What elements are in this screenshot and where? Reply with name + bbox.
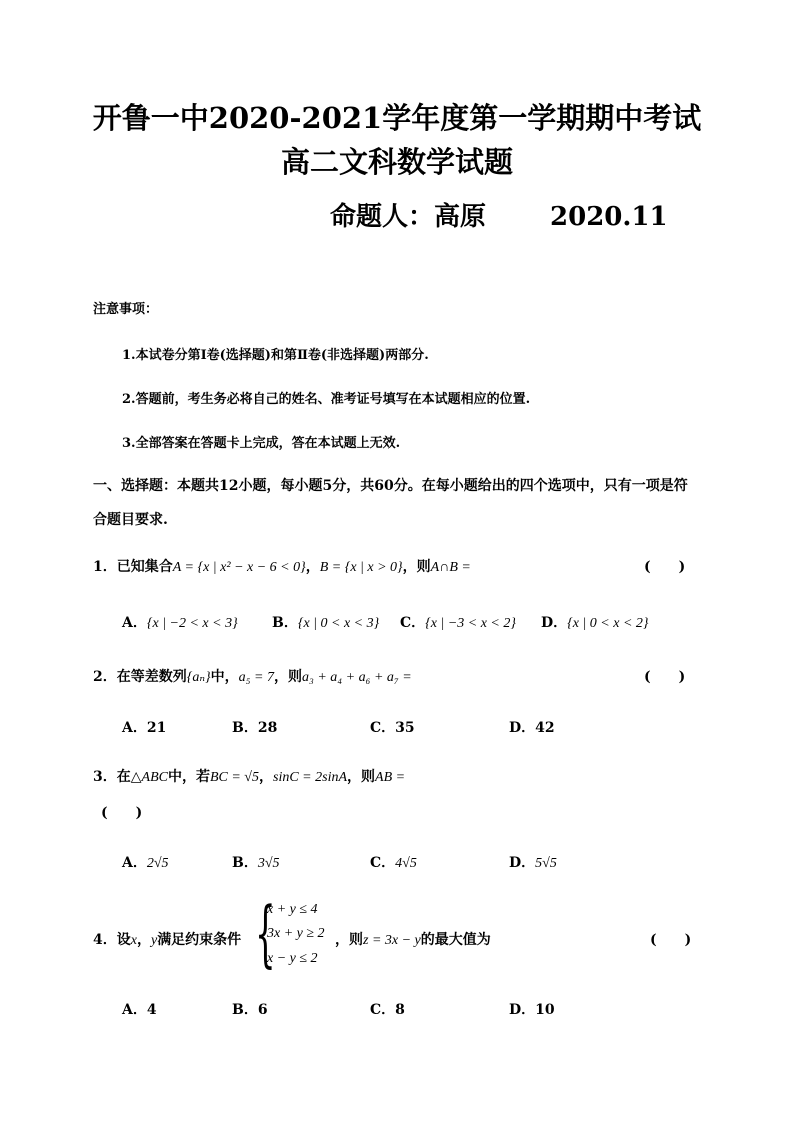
answer-paren: ( )	[644, 559, 686, 575]
answer-paren: ( )	[650, 932, 692, 948]
option-a: A．4	[122, 1002, 157, 1018]
option-a: A．21	[122, 720, 167, 736]
option-c: C．35	[370, 720, 415, 736]
section-instruction: 一、选择题：本题共12小题，每小题5分，共60分。在每小题给出的四个选项中，只有一项是符	[93, 478, 688, 494]
left-brace-icon: {	[255, 891, 276, 975]
set-a: A = {x | x² − x − 6 < 0}	[172, 560, 306, 575]
question-3: 3．在△ABC中，若BC = √5，sinC = 2sinA，则AB =	[93, 769, 406, 785]
question-4-suffix: ，则z = 3x − y的最大值为	[335, 932, 491, 948]
option-b: B．{x | 0 < x < 3}	[272, 615, 380, 631]
option-d: D．10	[509, 1002, 555, 1018]
answer-paren: ( )	[644, 669, 686, 685]
option-d: D．{x | 0 < x < 2}	[541, 615, 649, 631]
question-2: 2．在等差数列{aₙ}中，a₅ = 7，则a₃ + a₄ + a₆ + a₇ =	[93, 669, 412, 685]
question-1: 1．已知集合A = {x | x² − x − 6 < 0}，B = {x | x > 0}，则A∩B =	[93, 559, 471, 575]
option-a: A．2√5	[122, 855, 169, 871]
option-c: C．{x | −3 < x < 2}	[400, 615, 516, 631]
option-b: B．3√5	[232, 855, 280, 871]
question-4-prefix: 4．设x，y满足约束条件	[93, 932, 242, 948]
note-item: 1.本试卷分第Ⅰ卷(选择题)和第Ⅱ卷(非选择题)两部分.	[122, 348, 429, 363]
option-d: D．5√5	[509, 855, 557, 871]
sequence: {aₙ}	[186, 670, 211, 685]
exam-date: 2020.11	[550, 202, 668, 232]
note-item: 2.答题前，考生务必将自己的姓名、准考证号填写在本试题相应的位置.	[122, 392, 531, 407]
author-name: 命题人：高原	[330, 202, 487, 232]
exam-title: 开鲁一中2020-2021学年度第一学期期中考试	[92, 101, 702, 135]
set-b: B = {x | x > 0}	[319, 560, 403, 575]
option-c: C．4√5	[370, 855, 417, 871]
author-line	[330, 196, 668, 233]
option-b: B．6	[232, 1002, 268, 1018]
exam-subtitle: 高二文科数学试题	[280, 145, 513, 179]
constraint-system: { x + y ≤ 4 3x + y ≥ 2 x − y ≤ 2	[255, 891, 325, 975]
notes-heading: 注意事项：	[93, 302, 159, 317]
section-instruction-cont: 合题目要求.	[93, 512, 168, 528]
option-b: B．28	[232, 720, 278, 736]
option-c: C．8	[370, 1002, 405, 1018]
intersection-expr: A∩B =	[430, 560, 471, 575]
answer-paren: ( )	[101, 805, 143, 821]
option-d: D．42	[509, 720, 555, 736]
note-item: 3.全部答案在答题卡上完成，答在本试题上无效.	[122, 436, 401, 451]
option-a: A．{x | −2 < x < 3}	[122, 615, 238, 631]
